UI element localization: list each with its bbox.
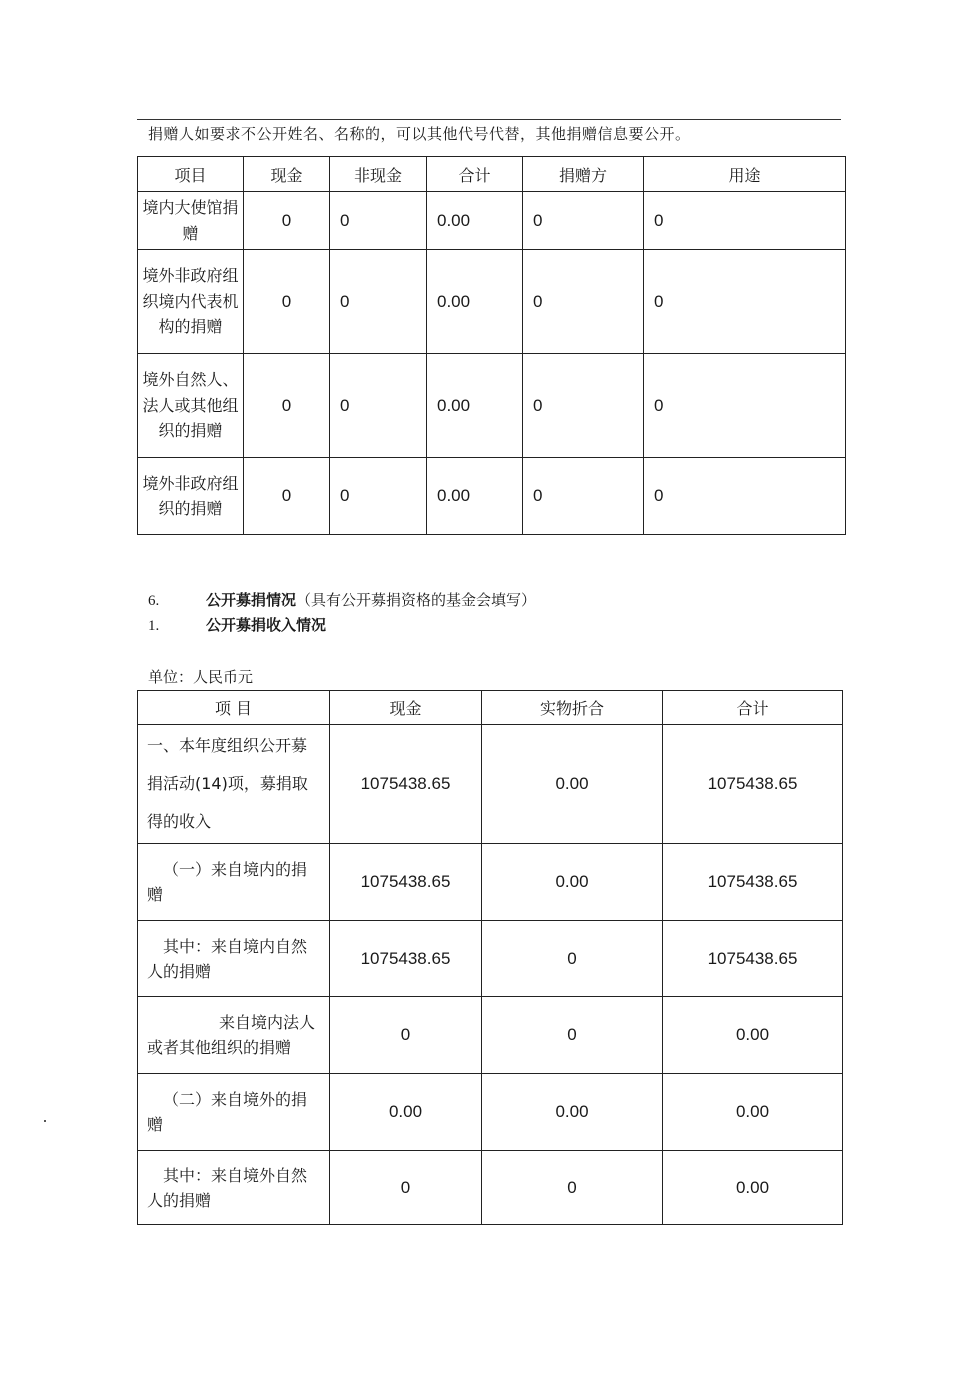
table-row [138, 725, 843, 844]
table-row [138, 997, 843, 1074]
total-cell: 0.00 [663, 1151, 843, 1225]
row-label: 其中：来自境外自然人的捐赠 [138, 1151, 330, 1225]
use-cell: 0 [644, 354, 846, 458]
section-1-heading [148, 614, 326, 635]
total-cell: 0.00 [427, 192, 523, 250]
col-header-item: 项 目 [138, 691, 330, 725]
col-header-donor: 捐赠方 [523, 157, 644, 192]
table-row [138, 1074, 843, 1151]
noncash-cell: 0 [330, 458, 427, 535]
inkind-cell: 0 [482, 921, 663, 997]
inkind-cell: 0.00 [482, 844, 663, 921]
top-rule [137, 119, 841, 120]
total-cell: 0.00 [427, 250, 523, 354]
table-row [138, 921, 843, 997]
disclosure-note: 捐赠人如要求不公开姓名、名称的，可以其他代号代替，其他捐赠信息要公开。 [148, 125, 691, 143]
total-cell: 0.00 [663, 1074, 843, 1151]
row-label: （二）来自境外的捐赠 [138, 1074, 330, 1151]
row-label: 境外自然人、法人或其他组织的捐赠 [138, 354, 244, 458]
col-header-noncash: 非现金 [330, 157, 427, 192]
col-header-cash: 现金 [330, 691, 482, 725]
cash-cell: 0 [244, 458, 330, 535]
col-header-item: 项目 [138, 157, 244, 192]
table-header-row [138, 157, 846, 192]
col-header-use: 用途 [644, 157, 846, 192]
row-label: 来自境内法人或者其他组织的捐赠 [138, 997, 330, 1074]
cash-cell: 0 [244, 250, 330, 354]
cash-cell: 0 [330, 997, 482, 1074]
section-subtitle: （具有公开募捐资格的基金会填写） [296, 591, 537, 609]
cash-cell: 1075438.65 [330, 921, 482, 997]
noncash-cell: 0 [330, 250, 427, 354]
table-row [138, 250, 846, 354]
row-label: 境内大使馆捐赠 [138, 192, 244, 250]
noncash-cell: 0 [330, 192, 427, 250]
section-title: 公开募捐情况 [206, 591, 297, 609]
table-row [138, 844, 843, 921]
row-label: 其中：来自境内自然人的捐赠 [138, 921, 330, 997]
scan-speck [44, 1120, 46, 1122]
col-header-inkind: 实物折合 [482, 691, 663, 725]
donor-cell: 0 [523, 458, 644, 535]
col-header-cash: 现金 [244, 157, 330, 192]
total-cell: 0.00 [427, 354, 523, 458]
col-header-total: 合计 [663, 691, 843, 725]
use-cell: 0 [644, 250, 846, 354]
use-cell: 0 [644, 458, 846, 535]
total-cell: 1075438.65 [663, 921, 843, 997]
inkind-cell: 0 [482, 997, 663, 1074]
cash-cell: 1075438.65 [330, 725, 482, 844]
total-cell: 0.00 [663, 997, 843, 1074]
total-cell: 1075438.65 [663, 844, 843, 921]
table-row [138, 1151, 843, 1225]
row-label: （一）来自境内的捐赠 [138, 844, 330, 921]
inkind-cell: 0.00 [482, 1074, 663, 1151]
cash-cell: 0 [244, 354, 330, 458]
donor-cell: 0 [523, 354, 644, 458]
row-label: 一、本年度组织公开募捐活动(14)项，募捐取得的收入 [138, 725, 330, 844]
foreign-donation-table [137, 156, 846, 535]
table-row [138, 458, 846, 535]
cash-cell: 1075438.65 [330, 844, 482, 921]
donor-cell: 0 [523, 192, 644, 250]
section-title: 公开募捐收入情况 [206, 616, 327, 634]
table-header-row [138, 691, 843, 725]
use-cell: 0 [644, 192, 846, 250]
currency-unit: 单位：人民币元 [148, 668, 254, 686]
total-cell: 0.00 [427, 458, 523, 535]
col-header-total: 合计 [427, 157, 523, 192]
inkind-cell: 0.00 [482, 725, 663, 844]
inkind-cell: 0 [482, 1151, 663, 1225]
section-number: 6. [148, 593, 160, 609]
row-label: 境外非政府组织境内代表机构的捐赠 [138, 250, 244, 354]
total-cell: 1075438.65 [663, 725, 843, 844]
noncash-cell: 0 [330, 354, 427, 458]
section-number: 1. [148, 618, 160, 634]
cash-cell: 0 [330, 1151, 482, 1225]
table-row [138, 192, 846, 250]
row-label: 境外非政府组织的捐赠 [138, 458, 244, 535]
cash-cell: 0.00 [330, 1074, 482, 1151]
section-6-heading [148, 589, 536, 610]
cash-cell: 0 [244, 192, 330, 250]
donor-cell: 0 [523, 250, 644, 354]
table-row [138, 354, 846, 458]
public-fundraising-income-table [137, 690, 843, 1225]
